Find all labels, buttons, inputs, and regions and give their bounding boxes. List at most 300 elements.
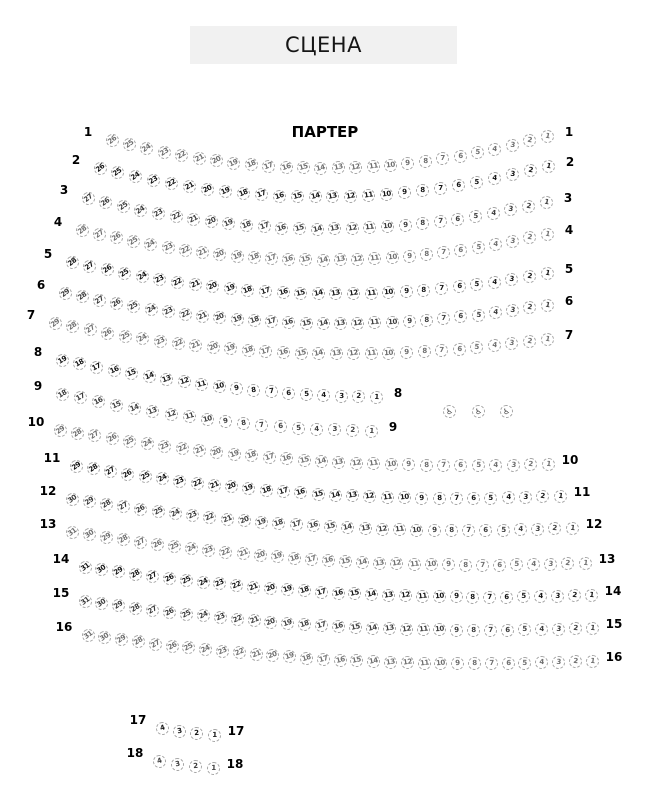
seat[interactable] <box>450 492 463 505</box>
seat[interactable] <box>314 618 330 634</box>
seat[interactable] <box>380 490 395 505</box>
seat[interactable] <box>73 221 91 239</box>
seat[interactable] <box>332 652 348 668</box>
seat[interactable] <box>585 654 600 669</box>
seat[interactable] <box>211 246 228 263</box>
seat[interactable] <box>222 341 239 358</box>
seat[interactable] <box>225 154 242 171</box>
seat[interactable] <box>551 655 565 669</box>
seat[interactable] <box>314 453 329 468</box>
seat[interactable] <box>246 612 263 629</box>
seat[interactable] <box>229 311 246 328</box>
seat[interactable] <box>400 655 415 670</box>
seat[interactable] <box>483 590 496 603</box>
seat[interactable] <box>307 189 323 205</box>
seat[interactable] <box>278 159 294 175</box>
seat[interactable] <box>181 178 199 196</box>
seat[interactable] <box>163 406 179 422</box>
seat[interactable] <box>212 609 229 626</box>
seat[interactable] <box>427 523 441 537</box>
seat[interactable] <box>138 435 156 453</box>
seat[interactable] <box>281 314 297 330</box>
seat[interactable] <box>53 385 71 403</box>
seat[interactable] <box>220 215 237 232</box>
seat[interactable] <box>398 219 412 233</box>
seat[interactable] <box>195 607 212 624</box>
seat[interactable] <box>129 633 147 651</box>
seat[interactable] <box>315 651 331 667</box>
seat[interactable] <box>199 181 216 198</box>
seat[interactable] <box>81 321 99 339</box>
seat[interactable] <box>144 567 162 585</box>
seat[interactable] <box>91 159 109 177</box>
seat[interactable] <box>146 635 164 653</box>
seat[interactable] <box>441 558 455 572</box>
seat[interactable] <box>584 588 599 603</box>
seat[interactable] <box>310 486 326 502</box>
seat[interactable] <box>522 300 537 315</box>
seat[interactable] <box>296 452 312 468</box>
seat[interactable] <box>469 210 483 224</box>
seat[interactable] <box>544 557 558 571</box>
seat[interactable] <box>527 558 541 572</box>
seat[interactable] <box>363 221 378 236</box>
seat[interactable] <box>317 389 330 402</box>
accessible-seat[interactable] <box>441 403 457 419</box>
seat[interactable] <box>471 308 485 322</box>
seat[interactable] <box>522 334 537 349</box>
seat[interactable] <box>424 558 438 572</box>
seat[interactable] <box>504 336 519 351</box>
seat[interactable] <box>252 547 269 564</box>
seat[interactable] <box>513 523 527 537</box>
seat[interactable] <box>568 654 582 668</box>
seat[interactable] <box>550 589 564 603</box>
seat[interactable] <box>236 512 253 529</box>
seat[interactable] <box>226 446 243 463</box>
seat[interactable] <box>517 590 530 603</box>
seat[interactable] <box>96 628 114 646</box>
seat[interactable] <box>271 515 287 531</box>
seat[interactable] <box>451 212 465 226</box>
seat[interactable] <box>275 285 291 301</box>
seat[interactable] <box>187 337 204 354</box>
seat[interactable] <box>106 362 123 379</box>
seat[interactable] <box>108 397 125 414</box>
seat[interactable] <box>63 253 81 271</box>
seat[interactable] <box>384 457 398 471</box>
seat[interactable] <box>190 150 208 168</box>
seat[interactable] <box>160 303 178 321</box>
seat[interactable] <box>385 315 399 329</box>
seat[interactable] <box>149 536 167 554</box>
seat[interactable] <box>501 657 514 670</box>
seat[interactable] <box>231 644 248 661</box>
seat[interactable] <box>281 251 297 267</box>
seat[interactable] <box>523 163 538 178</box>
seat[interactable] <box>121 432 139 450</box>
seat[interactable] <box>435 344 448 357</box>
seat[interactable] <box>207 728 220 741</box>
seat[interactable] <box>470 146 484 160</box>
seat[interactable] <box>539 226 554 241</box>
seat[interactable] <box>505 168 520 183</box>
seat[interactable] <box>467 624 481 638</box>
seat[interactable] <box>452 179 465 192</box>
seat[interactable] <box>328 487 343 502</box>
seat[interactable] <box>346 424 359 437</box>
seat[interactable] <box>345 488 360 503</box>
seat[interactable] <box>88 359 105 376</box>
seat[interactable] <box>518 656 531 669</box>
seat[interactable] <box>110 563 128 581</box>
seat[interactable] <box>501 491 515 505</box>
seat[interactable] <box>184 507 201 524</box>
seat[interactable] <box>235 545 252 562</box>
seat[interactable] <box>243 448 259 464</box>
seat[interactable] <box>539 297 554 312</box>
seat[interactable] <box>305 518 321 534</box>
seat[interactable] <box>468 657 482 671</box>
seat[interactable] <box>99 324 117 342</box>
seat[interactable] <box>452 342 466 356</box>
seat[interactable] <box>238 217 255 234</box>
seat[interactable] <box>63 490 81 508</box>
seat[interactable] <box>156 437 173 454</box>
seat[interactable] <box>298 650 314 666</box>
seat[interactable] <box>361 188 376 203</box>
seat[interactable] <box>382 285 396 299</box>
seat[interactable] <box>420 248 433 261</box>
seat[interactable] <box>398 186 412 200</box>
accessible-seat[interactable] <box>470 403 486 419</box>
seat[interactable] <box>218 414 233 429</box>
seat[interactable] <box>263 614 280 631</box>
seat[interactable] <box>166 538 184 556</box>
accessible-seat[interactable] <box>498 403 514 419</box>
seat[interactable] <box>346 286 361 301</box>
seat[interactable] <box>116 327 134 345</box>
seat[interactable] <box>132 201 150 219</box>
seat[interactable] <box>331 619 347 635</box>
seat[interactable] <box>548 522 562 536</box>
seat[interactable] <box>263 250 279 266</box>
seat[interactable] <box>281 649 297 665</box>
seat[interactable] <box>253 514 270 531</box>
seat[interactable] <box>518 490 532 504</box>
seat[interactable] <box>293 485 309 501</box>
seat[interactable] <box>390 556 405 571</box>
seat[interactable] <box>169 335 186 352</box>
seat[interactable] <box>298 252 314 268</box>
seat[interactable] <box>518 623 531 636</box>
seat[interactable] <box>159 239 177 257</box>
seat[interactable] <box>46 314 64 332</box>
seat[interactable] <box>340 520 355 535</box>
seat[interactable] <box>348 620 364 636</box>
seat[interactable] <box>399 285 413 299</box>
seat[interactable] <box>219 511 236 528</box>
seat[interactable] <box>167 505 184 522</box>
seat[interactable] <box>365 620 380 635</box>
seat[interactable] <box>150 205 168 223</box>
seat[interactable] <box>132 533 150 551</box>
seat[interactable] <box>113 631 131 649</box>
seat[interactable] <box>432 491 446 505</box>
seat[interactable] <box>400 346 414 360</box>
seat[interactable] <box>315 252 330 267</box>
seat[interactable] <box>114 198 132 216</box>
seat[interactable] <box>486 206 500 220</box>
seat[interactable] <box>90 291 108 309</box>
seat[interactable] <box>115 498 133 516</box>
seat[interactable] <box>245 579 262 596</box>
seat[interactable] <box>364 424 378 438</box>
seat[interactable] <box>114 531 132 549</box>
seat[interactable] <box>240 480 257 497</box>
seat[interactable] <box>331 455 346 470</box>
seat[interactable] <box>93 594 111 612</box>
seat[interactable] <box>538 194 553 209</box>
seat[interactable] <box>80 257 98 275</box>
seat[interactable] <box>380 220 394 234</box>
seat[interactable] <box>335 390 348 403</box>
seat[interactable] <box>191 442 208 459</box>
seat[interactable] <box>273 420 287 434</box>
seat[interactable] <box>383 158 397 172</box>
seat[interactable] <box>200 542 217 559</box>
seat[interactable] <box>151 271 169 289</box>
seat[interactable] <box>375 522 390 537</box>
seat[interactable] <box>311 286 326 301</box>
seat[interactable] <box>296 583 312 599</box>
seat[interactable] <box>325 189 340 204</box>
seat[interactable] <box>493 558 506 571</box>
seat[interactable] <box>246 312 262 328</box>
seat[interactable] <box>181 409 197 425</box>
seat[interactable] <box>385 251 399 265</box>
seat[interactable] <box>134 330 152 348</box>
seat[interactable] <box>445 524 459 538</box>
seat[interactable] <box>90 225 108 243</box>
seat[interactable] <box>437 312 450 325</box>
seat[interactable] <box>291 421 305 435</box>
seat[interactable] <box>350 252 365 267</box>
seat[interactable] <box>214 643 231 660</box>
seat[interactable] <box>108 294 126 312</box>
seat[interactable] <box>102 463 120 481</box>
seat[interactable] <box>417 656 431 670</box>
seat[interactable] <box>521 199 536 214</box>
seat[interactable] <box>328 286 343 301</box>
seat[interactable] <box>436 152 449 165</box>
seat[interactable] <box>454 310 468 324</box>
seat[interactable] <box>298 315 314 331</box>
seat[interactable] <box>145 403 162 420</box>
seat[interactable] <box>297 616 313 632</box>
seat[interactable] <box>127 599 145 617</box>
seat[interactable] <box>110 597 128 615</box>
seat[interactable] <box>534 623 548 637</box>
seat[interactable] <box>372 556 387 571</box>
seat[interactable] <box>362 489 377 504</box>
seat[interactable] <box>355 555 370 570</box>
seat[interactable] <box>323 519 339 535</box>
seat[interactable] <box>343 189 358 204</box>
seat[interactable] <box>561 556 575 570</box>
seat[interactable] <box>397 491 411 505</box>
seat[interactable] <box>420 313 433 326</box>
seat[interactable] <box>279 581 295 597</box>
seat[interactable] <box>536 490 550 504</box>
seat[interactable] <box>435 282 448 295</box>
seat[interactable] <box>125 298 143 316</box>
seat[interactable] <box>488 237 502 251</box>
seat[interactable] <box>71 355 89 373</box>
seat[interactable] <box>53 351 71 369</box>
seat[interactable] <box>488 142 502 156</box>
seat[interactable] <box>258 343 274 359</box>
seat[interactable] <box>197 641 214 658</box>
seat[interactable] <box>63 318 81 336</box>
seat[interactable] <box>80 526 98 544</box>
seat[interactable] <box>194 573 211 590</box>
seat[interactable] <box>369 390 383 404</box>
seat[interactable] <box>190 727 204 741</box>
seat[interactable] <box>248 646 265 663</box>
seat[interactable] <box>496 523 509 536</box>
seat[interactable] <box>173 440 190 457</box>
seat[interactable] <box>392 522 407 537</box>
seat[interactable] <box>418 155 431 168</box>
seat[interactable] <box>154 720 170 736</box>
seat[interactable] <box>67 457 85 475</box>
seat[interactable] <box>217 183 234 200</box>
seat[interactable] <box>155 143 173 161</box>
seat[interactable] <box>90 393 107 410</box>
seat[interactable] <box>256 219 272 235</box>
seat[interactable] <box>510 558 523 571</box>
seat[interactable] <box>352 390 365 403</box>
seat[interactable] <box>484 624 497 637</box>
seat[interactable] <box>450 623 464 637</box>
seat[interactable] <box>97 528 115 546</box>
seat[interactable] <box>382 346 396 360</box>
seat[interactable] <box>348 160 363 175</box>
seat[interactable] <box>142 236 160 254</box>
seat[interactable] <box>185 211 202 228</box>
seat[interactable] <box>229 611 246 628</box>
seat[interactable] <box>303 551 319 567</box>
seat[interactable] <box>381 588 396 603</box>
seat[interactable] <box>402 249 416 263</box>
seat[interactable] <box>56 284 74 302</box>
seat[interactable] <box>194 244 211 261</box>
seat[interactable] <box>289 189 305 205</box>
seat[interactable] <box>151 753 167 769</box>
seat[interactable] <box>223 479 240 496</box>
seat[interactable] <box>240 342 256 358</box>
seat[interactable] <box>535 656 549 670</box>
seat[interactable] <box>203 213 220 230</box>
seat[interactable] <box>333 252 348 267</box>
seat[interactable] <box>316 316 331 331</box>
seat[interactable] <box>133 268 151 286</box>
seat[interactable] <box>194 376 210 392</box>
seat[interactable] <box>149 503 167 521</box>
seat[interactable] <box>163 175 181 193</box>
seat[interactable] <box>551 622 565 636</box>
seat[interactable] <box>206 761 219 774</box>
seat[interactable] <box>51 421 69 439</box>
seat[interactable] <box>172 724 187 739</box>
seat[interactable] <box>380 187 394 201</box>
seat[interactable] <box>288 517 304 533</box>
seat[interactable] <box>243 156 260 173</box>
seat[interactable] <box>329 346 344 361</box>
seat[interactable] <box>485 657 498 670</box>
seat[interactable] <box>398 589 413 604</box>
seat[interactable] <box>161 570 179 588</box>
seat[interactable] <box>452 280 466 294</box>
seat[interactable] <box>434 656 448 670</box>
seat[interactable] <box>410 523 424 537</box>
seat[interactable] <box>462 524 475 537</box>
seat[interactable] <box>208 444 225 461</box>
seat[interactable] <box>500 590 513 603</box>
seat[interactable] <box>173 147 191 165</box>
seat[interactable] <box>167 208 185 226</box>
seat[interactable] <box>505 303 520 318</box>
seat[interactable] <box>138 139 156 157</box>
seat[interactable] <box>553 489 568 504</box>
seat[interactable] <box>136 468 154 486</box>
seat[interactable] <box>171 472 188 489</box>
seat[interactable] <box>97 193 115 211</box>
seat[interactable] <box>236 416 251 431</box>
seat[interactable] <box>459 558 473 572</box>
seat[interactable] <box>152 332 170 350</box>
seat[interactable] <box>407 557 421 571</box>
seat[interactable] <box>109 163 127 181</box>
seat[interactable] <box>125 233 143 251</box>
seat[interactable] <box>235 185 252 202</box>
seat[interactable] <box>585 621 600 636</box>
seat[interactable] <box>154 470 172 488</box>
seat[interactable] <box>349 456 364 471</box>
seat[interactable] <box>539 331 554 346</box>
seat[interactable] <box>286 550 302 566</box>
seat[interactable] <box>98 261 116 279</box>
seat[interactable] <box>208 152 225 169</box>
seat[interactable] <box>293 285 309 301</box>
seat[interactable] <box>330 585 346 601</box>
seat[interactable] <box>126 400 143 417</box>
seat[interactable] <box>437 246 450 259</box>
seat[interactable] <box>253 187 270 204</box>
seat[interactable] <box>68 424 86 442</box>
seat[interactable] <box>107 229 125 247</box>
seat[interactable] <box>262 580 279 597</box>
seat[interactable] <box>127 565 145 583</box>
seat[interactable] <box>123 365 140 382</box>
seat[interactable] <box>257 283 273 299</box>
seat[interactable] <box>80 493 98 511</box>
seat[interactable] <box>275 344 291 360</box>
seat[interactable] <box>366 456 381 471</box>
seat[interactable] <box>383 655 398 670</box>
seat[interactable] <box>432 590 446 604</box>
